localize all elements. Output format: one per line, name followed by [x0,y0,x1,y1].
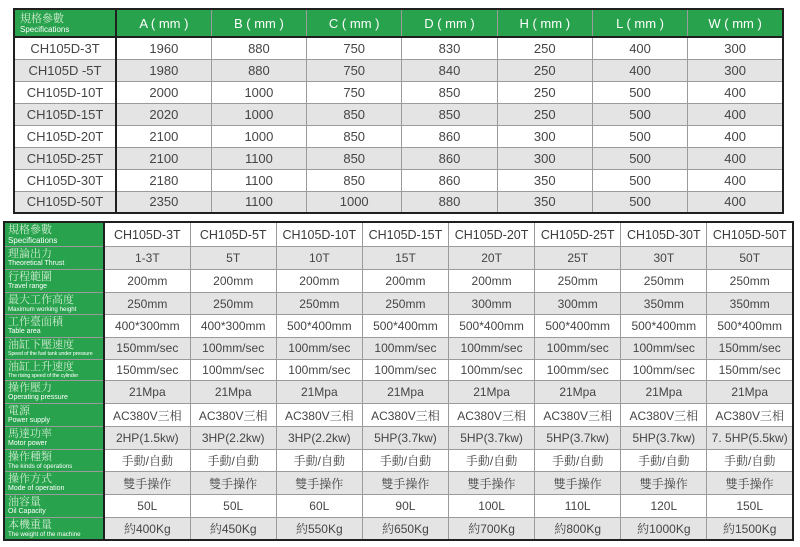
row-label-cn: 馬達功率 [8,428,52,440]
dimension-value: 1000 [211,125,306,147]
table-row [4,315,793,338]
model-cell: CH105D-30T [14,169,116,191]
dimension-value: 250 [497,59,592,81]
dimension-value: 250 [497,81,592,103]
spec-value: 250mm [104,293,190,315]
dimension-value: 860 [402,125,497,147]
row-label-cn: 油容量 [8,496,41,508]
table-row [4,381,793,404]
dimension-value: 850 [402,103,497,125]
dimension-value: 500 [592,125,687,147]
row-label-cn: 操作方式 [8,473,52,485]
dimension-value: 1100 [211,191,306,213]
spec-value: 200mm [190,270,276,293]
spec-value: 21Mpa [104,381,190,404]
spec-value: 500*400mm [449,315,535,338]
row-label-en: Maximum working height [8,306,77,313]
dimension-value: 300 [688,37,783,59]
column-header: C ( mm ) [307,9,402,37]
spec-value: 5T [190,247,276,270]
dimension-value: 830 [402,37,497,59]
spec-value: 雙手操作 [621,472,707,495]
spec-value: 約650Kg [362,518,448,541]
spec-value: 300mm [449,293,535,315]
row-label-cn: 理論出力 [8,248,52,260]
row-label-cell [4,359,104,381]
spec-value: 90L [362,495,448,518]
spec-value: 雙手操作 [276,472,362,495]
dimension-value: 350 [497,191,592,213]
spec-value: 手動/自動 [276,450,362,472]
spec-value: AC380V三相 [621,404,707,427]
table-row [14,59,783,81]
model-cell: CH105D-50T [14,191,116,213]
table-row [4,404,793,427]
spec-value: 500*400mm [535,315,621,338]
spec-value: AC380V三相 [362,404,448,427]
spec-value: 120L [621,495,707,518]
row-label-en: Operating pressure [8,394,68,401]
spec-value: 150mm/sec [707,359,793,381]
row-label-cell [4,472,104,495]
spec-value: AC380V三相 [276,404,362,427]
table-row [14,169,783,191]
row-label-cn: 油缸上升速度 [8,360,74,373]
dimension-value: 880 [211,59,306,81]
spec-value: 手動/自動 [449,450,535,472]
spec-value: 雙手操作 [707,472,793,495]
dimension-value: 400 [592,59,687,81]
spec-value: 110L [535,495,621,518]
table-row [4,247,793,270]
spec-value: 手動/自動 [362,450,448,472]
spec-value: 200mm [276,270,362,293]
spec-value: 雙手操作 [535,472,621,495]
spec-corner-label-en: Specifications [20,24,70,34]
dimension-value: 1100 [211,169,306,191]
row-label-cell [4,518,104,541]
dimension-value: 2100 [116,125,211,147]
spec-value: 350mm [621,293,707,315]
spec-value: 50L [190,495,276,518]
spec-value: AC380V三相 [707,404,793,427]
specs-corner-cell [4,222,104,247]
row-label-cell [4,495,104,518]
dimension-value: 500 [592,191,687,213]
table-row [4,518,793,541]
spec-value: 100mm/sec [621,359,707,381]
dimension-value: 860 [402,169,497,191]
spec-value: AC380V三相 [190,404,276,427]
dimension-value: 250 [497,37,592,59]
spec-value: 手動/自動 [707,450,793,472]
spec-value: 21Mpa [362,381,448,404]
dimension-value: 2000 [116,81,211,103]
row-label-cell [4,247,104,270]
model-header-cell: CH105D-30T [621,222,707,247]
spec-value: 100mm/sec [276,338,362,360]
spec-value: 150mm/sec [104,338,190,360]
spec-value: 500*400mm [707,315,793,338]
spec-value: 15T [362,247,448,270]
spec-value: 60L [276,495,362,518]
dimension-value: 750 [307,37,402,59]
spec-value: 250mm [707,270,793,293]
spec-value: 雙手操作 [104,472,190,495]
dimension-value: 400 [688,191,783,213]
dimension-value: 350 [497,169,592,191]
spec-value: 100mm/sec [621,338,707,360]
model-cell: CH105D-10T [14,81,116,103]
row-label-en: Table area [8,328,41,335]
dimension-value: 400 [688,81,783,103]
specs-header-row [4,222,793,247]
spec-value: 2HP(1.5kw) [104,427,190,450]
table-row [4,338,793,360]
spec-value: 250mm [190,293,276,315]
spec-value: 21Mpa [276,381,362,404]
table-row [4,270,793,293]
dimension-value: 2100 [116,147,211,169]
dimension-value: 500 [592,103,687,125]
spec-value: 約1000Kg [621,518,707,541]
spec-value: 100mm/sec [535,359,621,381]
row-label-en: The weight of the machine [8,531,81,538]
spec-value: 300mm [535,293,621,315]
dimension-value: 300 [497,147,592,169]
spec-value: 50T [707,247,793,270]
dimension-value: 500 [592,169,687,191]
table-row [4,472,793,495]
dimension-value: 2350 [116,191,211,213]
spec-value: 100mm/sec [449,338,535,360]
dimension-value: 300 [688,59,783,81]
row-label-cn: 最大工作高度 [8,294,74,306]
spec-value: 250mm [362,293,448,315]
spec-value: AC380V三相 [535,404,621,427]
spec-value: 150L [707,495,793,518]
spec-value: 100mm/sec [362,359,448,381]
dimension-value: 500 [592,147,687,169]
spec-value: 5HP(3.7kw) [362,427,448,450]
column-header: W ( mm ) [688,9,783,37]
dimension-value: 840 [402,59,497,81]
column-header: A ( mm ) [116,9,211,37]
dimension-value: 850 [307,169,402,191]
model-cell: CH105D-3T [14,37,116,59]
dimensions-table-body [14,37,783,213]
spec-value: 150mm/sec [707,338,793,360]
dimension-value: 400 [688,125,783,147]
spec-value: 400*300mm [104,315,190,338]
spec-value: 5HP(3.7kw) [535,427,621,450]
dimension-value: 860 [402,147,497,169]
dimension-value: 850 [307,103,402,125]
table-row [4,359,793,381]
spec-value: 100mm/sec [535,338,621,360]
spec-value: 約450Kg [190,518,276,541]
spec-value: 500*400mm [362,315,448,338]
dimension-value: 250 [497,103,592,125]
spec-value: 約550Kg [276,518,362,541]
spec-corner-label-cn: 規格參數 [20,12,64,25]
spec-value: 手動/自動 [535,450,621,472]
dimension-value: 300 [497,125,592,147]
spec-value: 150mm/sec [104,359,190,381]
table-row [14,147,783,169]
dimension-value: 750 [307,59,402,81]
dimension-value: 400 [688,169,783,191]
row-label-cell [4,450,104,472]
table-row [4,495,793,518]
spec-value: AC380V三相 [104,404,190,427]
model-header-cell: CH105D-10T [276,222,362,247]
row-label-en: Motor power [8,440,47,447]
spec-value: 3HP(2.2kw) [190,427,276,450]
row-label-en: Power supply [8,417,51,424]
model-cell: CH105D-25T [14,147,116,169]
row-label-cell [4,404,104,427]
spec-value: 350mm [707,293,793,315]
column-header: B ( mm ) [211,9,306,37]
spec-value: 250mm [535,270,621,293]
spec-corner-cell [14,9,116,37]
spec-value: 50L [104,495,190,518]
table-row [4,293,793,315]
table-row [14,191,783,213]
row-label-en: Theoretical Thrust [8,260,65,267]
model-header-cell: CH105D-15T [362,222,448,247]
dimension-value: 1000 [211,103,306,125]
table-row [14,81,783,103]
dimension-value: 880 [211,37,306,59]
spec-value: 400*300mm [190,315,276,338]
row-label-cn: 油缸下壓速度 [8,339,74,351]
spec-value: 20T [449,247,535,270]
spec-value: 21Mpa [190,381,276,404]
row-label-en: The kinds of operations [8,463,73,470]
spec-value: 手動/自動 [190,450,276,472]
model-header-cell: CH105D-3T [104,222,190,247]
dimension-value: 850 [402,81,497,103]
spec-value: 100mm/sec [190,338,276,360]
spec-value: 7. 5HP(5.5kw) [707,427,793,450]
row-label-cell [4,338,104,360]
spec-value: 25T [535,247,621,270]
row-label-cell [4,381,104,404]
dimension-value: 2020 [116,103,211,125]
spec-value: 約800Kg [535,518,621,541]
spec-value: 約400Kg [104,518,190,541]
dimension-value: 400 [592,37,687,59]
table-row [4,427,793,450]
spec-value: 5HP(3.7kw) [449,427,535,450]
model-header-cell: CH105D-20T [449,222,535,247]
row-label-en: Oil Capacity [8,508,46,515]
model-cell: CH105D -5T [14,59,116,81]
dimension-value: 500 [592,81,687,103]
specs-corner-label-en: Specifications [8,236,58,245]
row-label-cn: 工作臺面積 [8,316,63,328]
dimension-value: 750 [307,81,402,103]
row-label-en: Mode of operation [8,485,65,492]
spec-value: 100L [449,495,535,518]
table-row [14,103,783,125]
model-cell: CH105D-20T [14,125,116,147]
dimension-value: 1980 [116,59,211,81]
specs-table-body [4,222,793,540]
row-label-cell [4,270,104,293]
spec-value: 250mm [621,270,707,293]
spec-value: 100mm/sec [190,359,276,381]
dimension-value: 1000 [307,191,402,213]
dimension-value: 2180 [116,169,211,191]
spec-value: 500*400mm [276,315,362,338]
spec-value: 5HP(3.7kw) [621,427,707,450]
row-label-cn: 操作種類 [8,451,52,463]
dimensions-table [13,8,784,214]
row-label-cn: 電源 [8,405,30,417]
spec-value: 200mm [449,270,535,293]
spec-value: AC380V三相 [449,404,535,427]
spec-value: 500*400mm [621,315,707,338]
model-header-cell: CH105D-5T [190,222,276,247]
model-header-cell: CH105D-25T [535,222,621,247]
table-row [4,450,793,472]
model-header-cell: CH105D-50T [707,222,793,247]
specs-table [3,221,794,541]
model-cell: CH105D-15T [14,103,116,125]
spec-value: 約1500Kg [707,518,793,541]
table-row [14,37,783,59]
spec-value: 200mm [362,270,448,293]
dimension-value: 400 [688,147,783,169]
spec-value: 手動/自動 [104,450,190,472]
spec-value: 手動/自動 [621,450,707,472]
spec-value: 100mm/sec [362,338,448,360]
column-header: L ( mm ) [592,9,687,37]
row-label-cell [4,427,104,450]
spec-value: 21Mpa [535,381,621,404]
spec-value: 21Mpa [621,381,707,404]
dimension-value: 400 [688,103,783,125]
row-label-en: Speed of the fuel tank under pressure [8,351,93,357]
specs-corner-label-cn: 規格參數 [8,224,52,236]
spec-value: 雙手操作 [449,472,535,495]
spec-value: 雙手操作 [190,472,276,495]
dimension-value: 1000 [211,81,306,103]
dimension-value: 850 [307,147,402,169]
dimension-value: 1960 [116,37,211,59]
spec-value: 3HP(2.2kw) [276,427,362,450]
row-label-en: The rising speed of the cylinder [8,372,79,379]
row-label-cn: 行程範圍 [8,271,52,283]
dimension-value: 880 [402,191,497,213]
spec-value: 30T [621,247,707,270]
spec-value: 200mm [104,270,190,293]
row-label-cn: 操作壓力 [8,382,52,394]
spec-value: 1-3T [104,247,190,270]
row-label-cn: 本機重量 [8,519,52,531]
dimension-value: 850 [307,125,402,147]
row-label-cell [4,315,104,338]
spec-value: 21Mpa [707,381,793,404]
row-label-cell [4,293,104,315]
column-header: D ( mm ) [402,9,497,37]
spec-value: 100mm/sec [449,359,535,381]
row-label-en: Travel range [8,283,48,290]
column-header: H ( mm ) [497,9,592,37]
dimensions-table-header [14,9,783,37]
dimension-value: 1100 [211,147,306,169]
spec-value: 21Mpa [449,381,535,404]
spec-value: 10T [276,247,362,270]
table-row [14,125,783,147]
spec-value: 250mm [276,293,362,315]
spec-value: 100mm/sec [276,359,362,381]
dimensions-header-row [14,9,783,37]
spec-value: 約700Kg [449,518,535,541]
spec-value: 雙手操作 [362,472,448,495]
